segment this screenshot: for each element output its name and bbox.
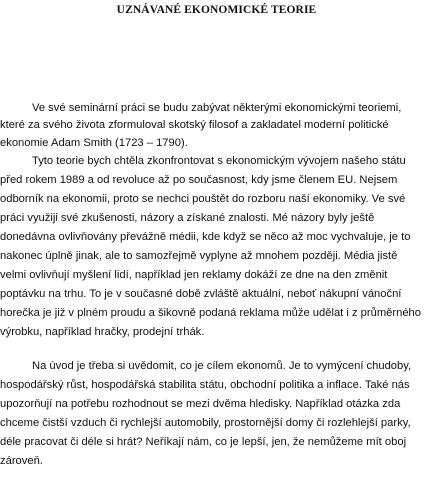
paragraph-2-line-10: výrobku, například hračky, prodejní trhák. <box>0 326 205 338</box>
paragraph-2-line-8: poptávku na trhu. To je v současné době zvláště aktuální, neboť nákupní vánoční <box>0 288 402 300</box>
paragraph-2-line-5: donedávna ovlivňovány převážně médii, kde když se něco až moc vychvaluje, je to <box>0 231 411 243</box>
paragraph-3-line-5: déle pracovat či déle si hrát? Neříkají nám, co je lepší, jen, že nemůžeme mít oboj <box>0 436 407 448</box>
paragraph-2-line-9: horečka je již v plném proudu a šikovně podaná reklama může udělat i z průměrného <box>0 307 422 319</box>
paragraph-2-line-6: nakonec úplně jinak, ale to samozřejmě vyplyne až mnohem později. Média jistě <box>0 250 398 262</box>
paragraph-2-line-1: Tyto teorie bych chtěla zkonfrontovat s ekonomickým vývojem našeho státu <box>32 155 406 167</box>
paragraph-1-line-1: Ve své seminární práci se budu zabývat některými ekonomickými teoriemi, <box>32 102 402 114</box>
document-title: UZNÁVANÉ EKONOMICKÉ TEORIE <box>116 4 317 16</box>
paragraph-3-line-2: hospodářský růst, hospodářská stabilita státu, obchodní politika a inflace. Také nás <box>0 379 410 391</box>
paragraph-2-line-2: před rokem 1989 a od revoluce až po současnost, kdy jsme členem EU. Nejsem <box>0 174 398 186</box>
paragraph-3-line-4: chceme čistší vzduch či rychlejší automobily, prostornější domy či rozlehlejší parky, <box>0 417 411 429</box>
paragraph-2-line-4: práci využiji své zkušenosti, názory a získané znalosti. Mé názory byly ještě <box>0 212 375 224</box>
paragraph-3-line-1: Na úvod je třeba si uvědomit, co je cílem ekonomů. Je to vymýcení chudoby, <box>32 360 412 372</box>
paragraph-1-line-3: ekonomie Adam Smith (1723 – 1790). <box>0 137 188 149</box>
paragraph-1-line-2: které za svého života zformuloval skotský filosof a zakladatel moderní politické <box>0 119 389 131</box>
paragraph-3-line-3: upozorňují na potřebu rozhodnout se mezi dvěma hledisky. Například otázka zda <box>0 398 401 410</box>
paragraph-3-line-6: zároveň. <box>0 455 43 467</box>
paragraph-2-line-3: odborník na ekonomii, proto se nechci pouštět do rozboru naší ekonomiky. Ve své <box>0 193 406 205</box>
paragraph-2-line-7: velmi ovlivňují myšlení lidí, například jen reklamy dokáží ze dne na den změnit <box>0 269 388 281</box>
